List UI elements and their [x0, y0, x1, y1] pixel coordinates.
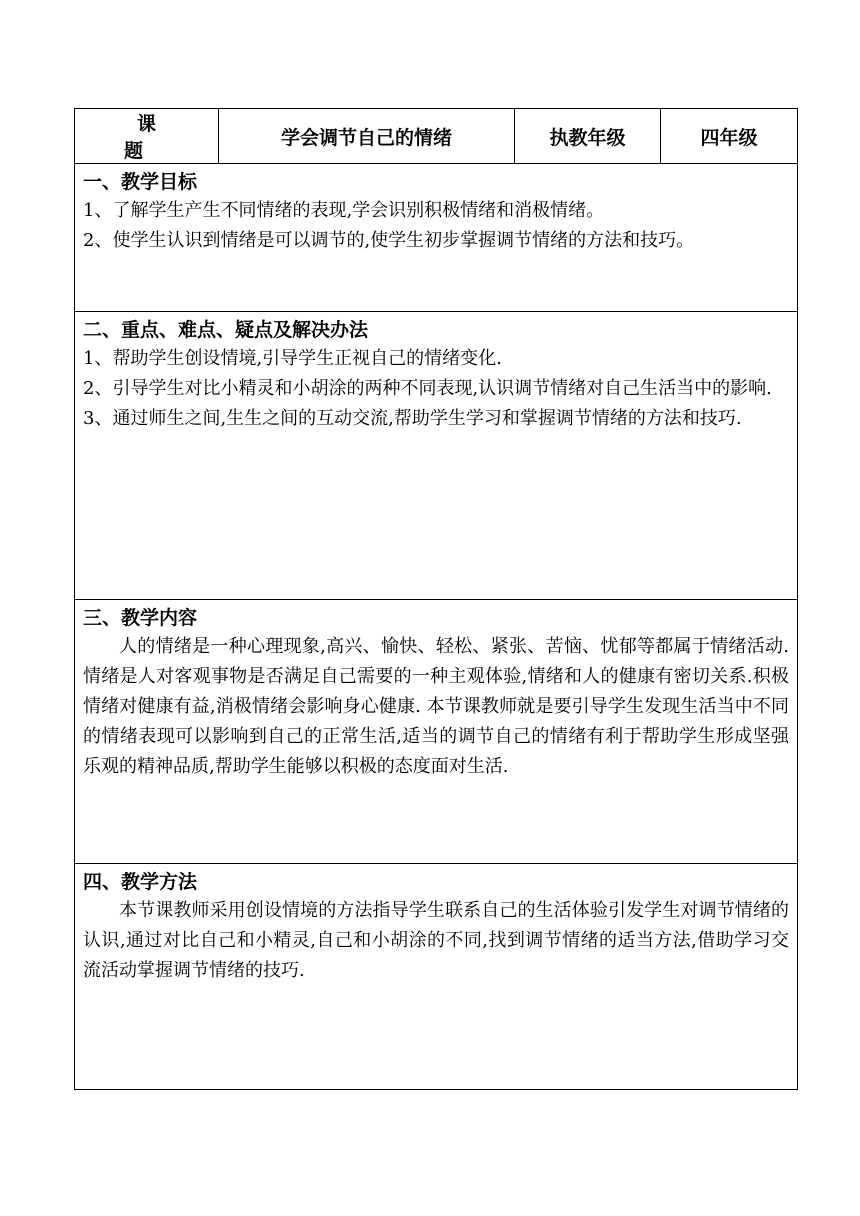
section-paragraph: 本节课教师采用创设情境的方法指导学生联系自己的生活体验引发学生对调节情绪的认识,通过对比自己和小精灵,自己和小胡涂的不同,找到调节情绪的适当方法,借助学习交流活动掌握调节情绪的技巧.	[83, 900, 789, 981]
section-heading: 三、教学内容	[83, 607, 198, 629]
section-key-points	[75, 312, 798, 600]
section-row-key-points	[75, 312, 798, 600]
grade-label-cell	[515, 109, 661, 164]
section-methods	[75, 864, 798, 1090]
section-row-methods	[75, 864, 798, 1090]
section-paragraph: 2、使学生认识到情绪是可以调节的,使学生初步掌握调节情绪的方法和技巧。	[83, 230, 695, 251]
section-row-content	[75, 600, 798, 864]
lesson-plan-table	[74, 108, 798, 1090]
section-row-objectives	[75, 164, 798, 312]
topic-value-cell	[219, 109, 515, 164]
section-paragraph: 1、帮助学生创设情境,引导学生正视自己的情绪变化.	[83, 348, 502, 369]
topic-value: 学会调节自己的情绪	[280, 126, 452, 149]
topic-label: 课 题	[123, 113, 228, 162]
section-heading: 四、教学方法	[83, 871, 198, 893]
grade-label: 执教年级	[549, 126, 626, 149]
topic-label-cell	[75, 109, 228, 164]
section-paragraph: 3、通过师生之间,生生之间的互动交流,帮助学生学习和掌握调节情绪的方法和技巧.	[83, 408, 742, 429]
header-row	[75, 109, 798, 164]
section-paragraph: 人的情绪是一种心理现象,高兴、愉快、轻松、紧张、苦恼、忧郁等都属于情绪活动.情绪是人对客观事物是否满足自己需要的一种主观体验,情绪和人的健康有密切关系.积极情绪对健康有益,消极情绪会影响身心健康. 本节课教师就是要引导学生发现生活当中不同的情绪表现可以影响到自己的正常生活,适当的调节自己的情绪有利于帮助学生形成坚强乐观的精神品质,帮助学生能够以积极的态度面对生活.	[83, 636, 789, 777]
grade-value-cell	[661, 109, 798, 164]
section-heading: 二、重点、难点、疑点及解决办法	[83, 319, 369, 341]
section-objectives	[75, 164, 798, 312]
section-paragraph: 2、引导学生对比小精灵和小胡涂的两种不同表现,认识调节情绪对自己生活当中的影响.	[83, 378, 772, 399]
section-content	[75, 600, 798, 864]
grade-value: 四年级	[700, 126, 758, 149]
section-paragraph: 1、了解学生产生不同情绪的表现,学会识别积极情绪和消极情绪。	[83, 200, 605, 221]
section-heading: 一、教学目标	[83, 171, 198, 193]
